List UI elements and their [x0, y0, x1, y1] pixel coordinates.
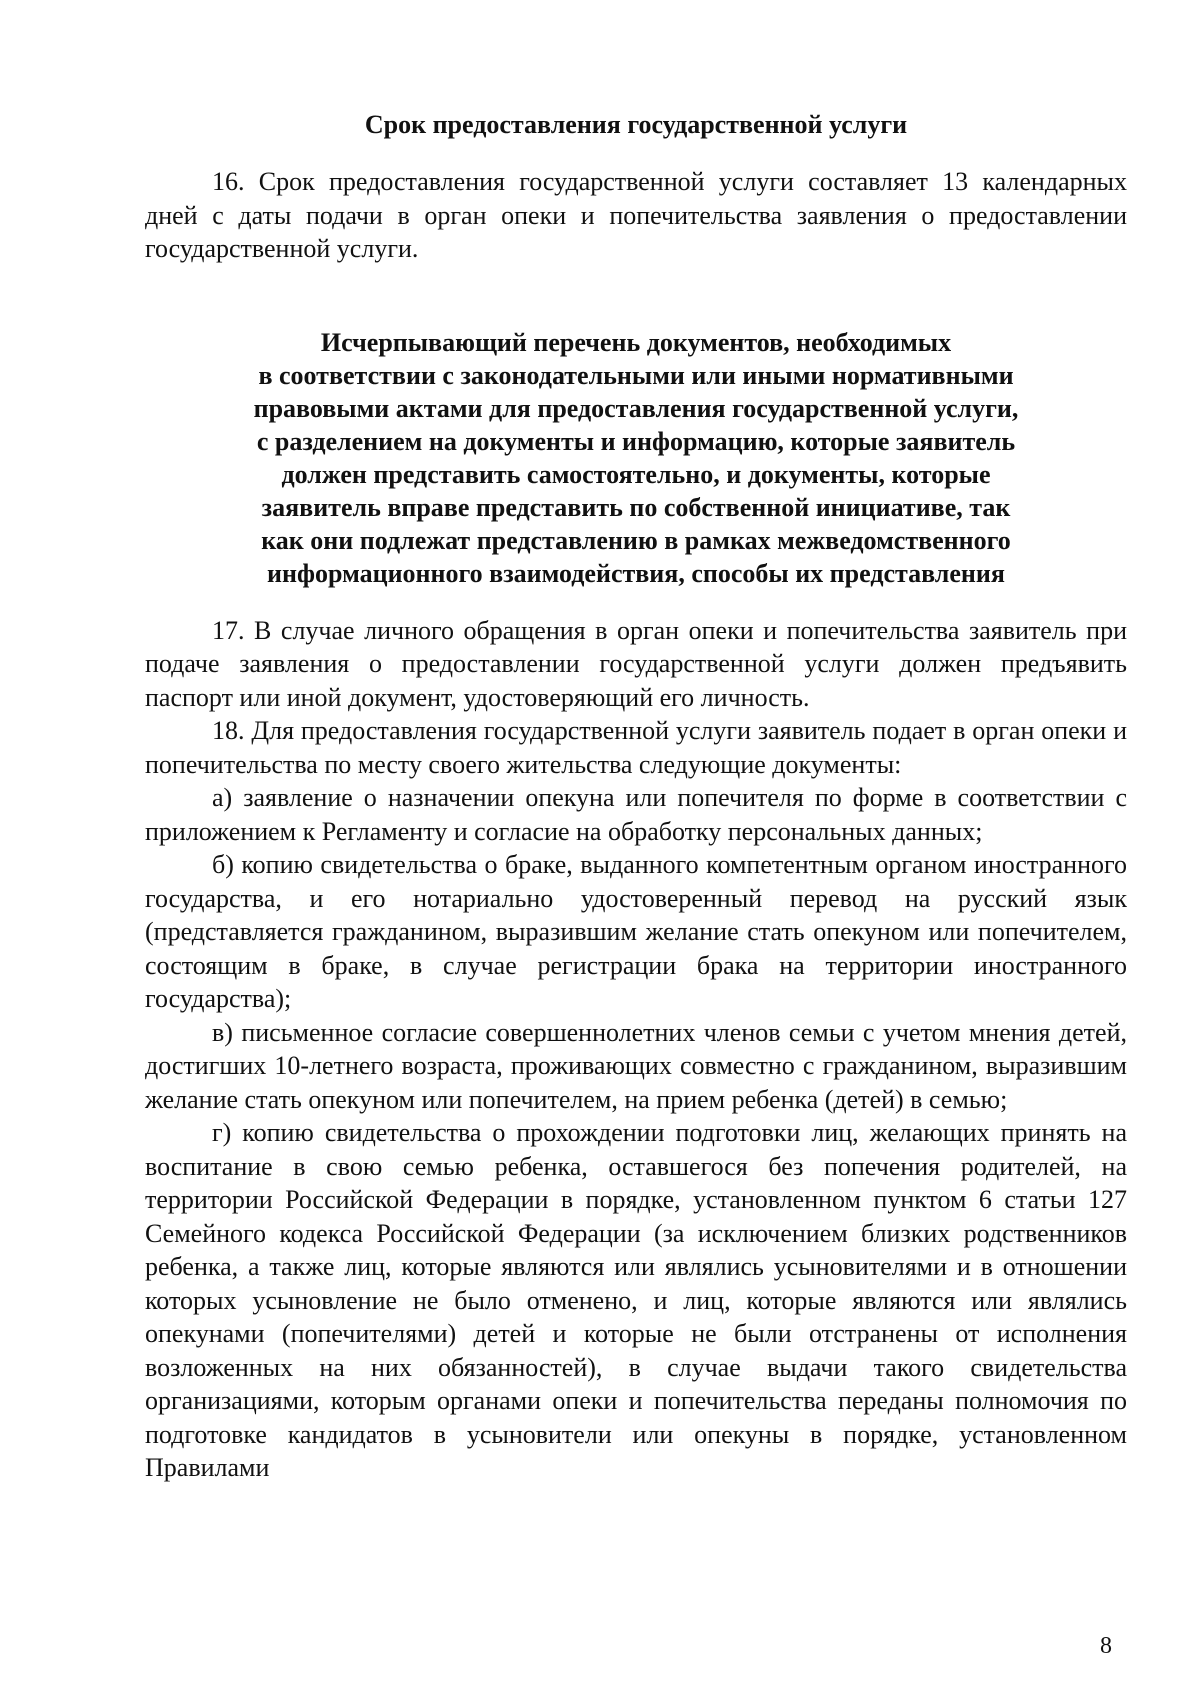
heading-line: в соответствии с законодательными или иными нормативными	[258, 360, 1014, 390]
heading-line: заявитель вправе представить по собственной инициативе, так	[261, 492, 1011, 522]
paragraph-16: 16. Срок предоставления государственной услуги составляет 13 календарных дней с даты подачи в орган опеки и попечительства заявления о предоставлении государственной услуги.	[145, 167, 1127, 263]
heading-line: Исчерпывающий перечень документов, необходимых	[320, 327, 952, 357]
paragraph-17: 17. В случае личного обращения в орган опеки и попечительства заявитель при подаче заявления о предоставлении государственной услуги должен предъявить паспорт или иной документ, удостоверяющий его личность.	[145, 615, 1127, 712]
heading-line: информационного взаимодействия, способы их представления	[267, 558, 1005, 588]
heading-line: должен представить самостоятельно, и документы, которые	[281, 459, 991, 489]
paragraph-18-g: г) копию свидетельства о прохождении подготовки лиц, желающих принять на воспитание в свою семью ребенка, оставшегося без попечения родителей, на территории Российской Федерации в порядке, установленном пунктом 6 статьи 127 Семейного кодекса Российской Федерации (за исключением близких родственников ребенка, а также лиц, которые являются или являлись усыновителями и в отношении которых усыновление не было отменено, и лиц, которые являются или являлись опекунами (попечителями) детей и которые не были отстранены от исполнения возложенных на них обязанностей), в случае выдачи такого свидетельства организациями, которым органами опеки и попечительства переданы полномочия по подготовке кандидатов в усыновители или опекуны в порядке, установленном Правилами	[145, 1118, 1127, 1482]
paragraph-18: 18. Для предоставления государственной услуги заявитель подает в орган опеки и попечительства по месту своего жительства следующие документы:	[145, 716, 1127, 779]
document-page	[145, 108, 1127, 1485]
paragraph-18-b: б) копию свидетельства о браке, выданного компетентным органом иностранного государства, и его нотариально удостоверенный перевод на русский язык (представляется гражданином, выразившим желание стать опекуном или попечителем, состоящим в браке, в случае регистрации брака на территории иностранного государства);	[145, 850, 1127, 1013]
heading-line: с разделением на документы и информацию, которые заявитель	[256, 426, 1016, 456]
paragraph-18-v: в) письменное согласие совершеннолетних членов семьи с учетом мнения детей, достигших 10-летнего возраста, проживающих совместно с гражданином, выразившим желание стать опекуном или попечителем, на прием ребенка (детей) в семью;	[145, 1017, 1127, 1114]
section-heading-documents	[145, 326, 1127, 590]
heading-line: как они подлежат представлению в рамках межведомственного	[261, 525, 1011, 555]
section-heading-term: Срок предоставления государственной услуги	[364, 110, 908, 139]
page-number: 8	[1100, 1633, 1112, 1659]
heading-line: правовыми актами для предоставления государственной услуги,	[253, 393, 1019, 423]
paragraph-18-a: а) заявление о назначении опекуна или попечителя по форме в соответствии с приложением к Регламенту и согласие на обработку персональных данных;	[145, 783, 1127, 846]
